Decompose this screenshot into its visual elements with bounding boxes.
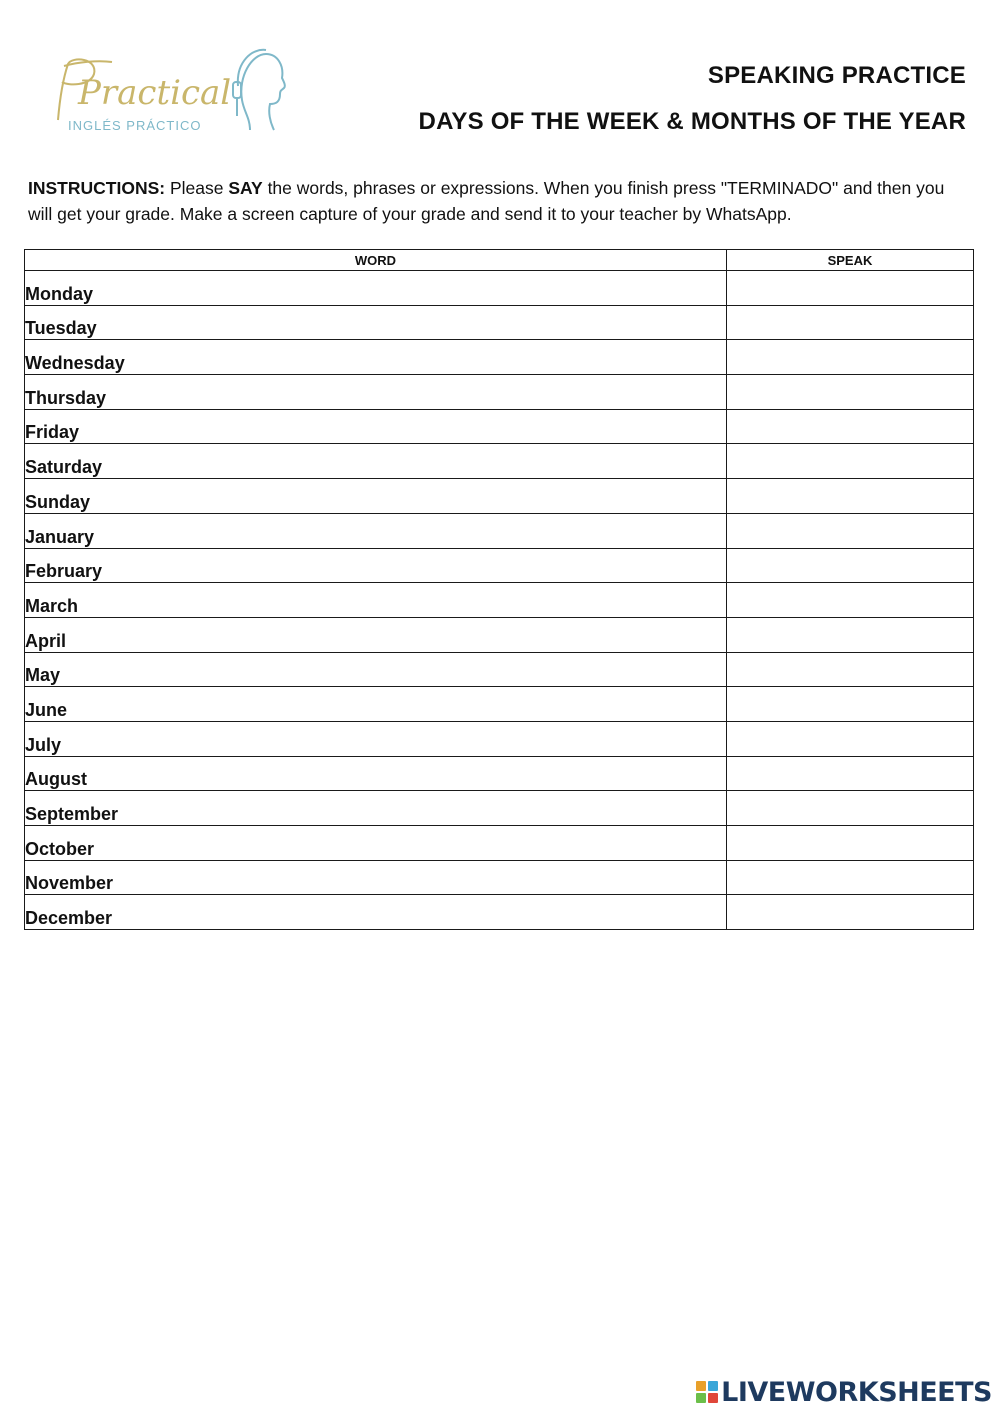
- logo-script-text: Practical: [78, 73, 232, 113]
- speak-button-cell[interactable]: [727, 409, 974, 444]
- word-cell: February: [25, 548, 727, 583]
- practical-logo-icon: [38, 46, 288, 138]
- speak-button-cell[interactable]: [727, 756, 974, 791]
- word-cell: January: [25, 513, 727, 548]
- table-row: [25, 791, 974, 826]
- head-with-headphones-icon: [233, 50, 285, 130]
- table-row: [25, 444, 974, 479]
- speak-button-cell[interactable]: [727, 444, 974, 479]
- table-row: [25, 895, 974, 930]
- table-header-row: [25, 250, 974, 271]
- word-cell: Thursday: [25, 375, 727, 410]
- logo-square-3: [696, 1393, 706, 1403]
- word-cell: November: [25, 860, 727, 895]
- liveworksheets-branding: [696, 1375, 992, 1409]
- speak-button-cell[interactable]: [727, 305, 974, 340]
- table-row: [25, 548, 974, 583]
- speak-button-cell[interactable]: [727, 617, 974, 652]
- table-row: [25, 583, 974, 618]
- logo-square-1: [696, 1381, 706, 1391]
- word-cell: March: [25, 583, 727, 618]
- page-subtitle: DAYS OF THE WEEK & MONTHS OF THE YEAR: [418, 108, 966, 135]
- word-cell: April: [25, 617, 727, 652]
- speak-button-cell[interactable]: [727, 548, 974, 583]
- speak-button-cell[interactable]: [727, 895, 974, 930]
- column-header-word: WORD: [25, 250, 727, 271]
- table-row: [25, 375, 974, 410]
- speak-button-cell[interactable]: [727, 271, 974, 306]
- column-header-speak: SPEAK: [727, 250, 974, 271]
- table-row: [25, 860, 974, 895]
- speak-button-cell[interactable]: [727, 479, 974, 514]
- logo-subtitle-text: INGLÉS PRÁCTICO: [68, 118, 202, 133]
- instructions-text: [28, 175, 973, 227]
- instructions-part1: Please: [165, 178, 229, 198]
- word-cell: October: [25, 826, 727, 861]
- table-row: [25, 513, 974, 548]
- table-row: [25, 721, 974, 756]
- speak-button-cell[interactable]: [727, 721, 974, 756]
- table-body: [25, 271, 974, 930]
- speak-button-cell[interactable]: [727, 513, 974, 548]
- table-row: [25, 826, 974, 861]
- instructions-part2: the words, phrases or expressions. When you finish press "TERMINADO" and then you will get your grade. Make a screen capture of your grade and send it to your teacher by WhatsApp.: [28, 178, 945, 224]
- speak-button-cell[interactable]: [727, 860, 974, 895]
- speak-button-cell[interactable]: [727, 583, 974, 618]
- table-row: [25, 340, 974, 375]
- word-cell: Tuesday: [25, 305, 727, 340]
- word-cell: Saturday: [25, 444, 727, 479]
- speak-button-cell[interactable]: [727, 826, 974, 861]
- table-row: [25, 305, 974, 340]
- brand-logo: [38, 46, 288, 138]
- speak-button-cell[interactable]: [727, 791, 974, 826]
- speak-button-cell[interactable]: [727, 687, 974, 722]
- table-row: [25, 271, 974, 306]
- liveworksheets-logo-icon: [696, 1381, 718, 1403]
- word-cell: May: [25, 652, 727, 687]
- word-cell: Wednesday: [25, 340, 727, 375]
- table-row: [25, 617, 974, 652]
- table-row: [25, 652, 974, 687]
- worksheet-table: [24, 249, 974, 930]
- table-row: [25, 479, 974, 514]
- word-cell: December: [25, 895, 727, 930]
- word-cell: Friday: [25, 409, 727, 444]
- word-cell: June: [25, 687, 727, 722]
- table-row: [25, 409, 974, 444]
- logo-square-4: [708, 1393, 718, 1403]
- table-row: [25, 756, 974, 791]
- table-row: [25, 687, 974, 722]
- page-title: SPEAKING PRACTICE: [707, 62, 966, 89]
- word-cell: July: [25, 721, 727, 756]
- liveworksheets-brand-text: LIVEWORKSHEETS: [721, 1376, 992, 1408]
- logo-square-2: [708, 1381, 718, 1391]
- word-cell: August: [25, 756, 727, 791]
- word-cell: September: [25, 791, 727, 826]
- word-cell: Monday: [25, 271, 727, 306]
- instructions-emphasis: SAY: [228, 178, 263, 198]
- speak-button-cell[interactable]: [727, 652, 974, 687]
- speak-button-cell[interactable]: [727, 340, 974, 375]
- word-cell: Sunday: [25, 479, 727, 514]
- speak-button-cell[interactable]: [727, 375, 974, 410]
- instructions-label: INSTRUCTIONS:: [28, 178, 166, 198]
